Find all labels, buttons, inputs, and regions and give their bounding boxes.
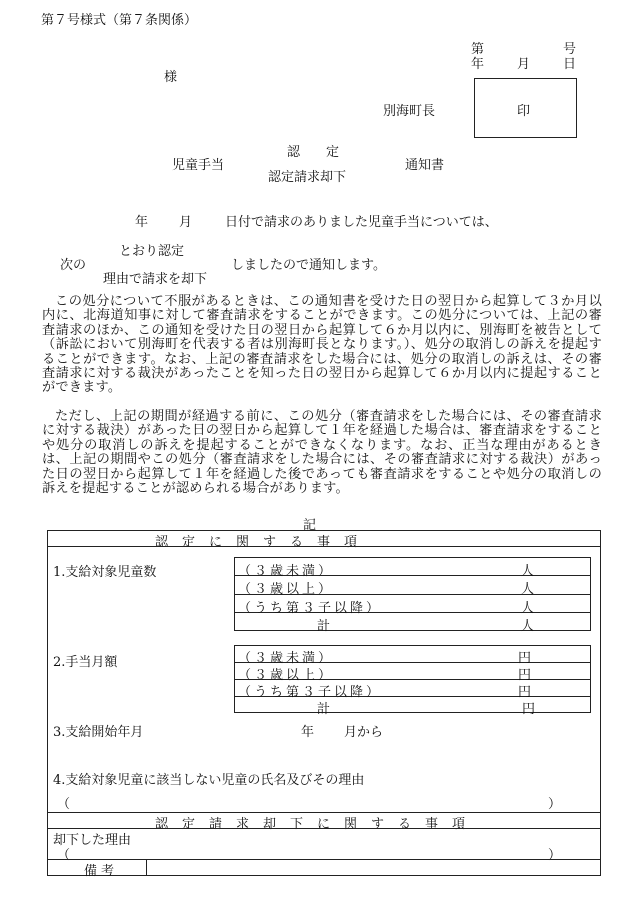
item1-row-unit: 人 (521, 601, 535, 616)
sender-name: 別海町長 (383, 104, 436, 119)
item1-row-unit: 人 (521, 582, 535, 597)
seal-mark: 印 (517, 104, 531, 119)
section-approval-heading: 認定に関する事項 (155, 535, 372, 550)
item3-year: 年 (301, 725, 315, 740)
notice-ending: しましたので通知します。 (231, 258, 386, 273)
item4-open-paren: （ (57, 797, 71, 812)
divider (146, 859, 147, 876)
divider (47, 859, 601, 860)
body-year: 年 (135, 215, 149, 230)
item2-label: 2.手当月額 (53, 655, 118, 670)
item2-row-unit: 円 (518, 651, 532, 666)
reject-reason-open-paren: （ (57, 848, 71, 863)
item1-row-label: （３歳未満） (238, 564, 335, 579)
item1-label: 1.支給対象児童数 (53, 565, 157, 580)
item2-row-unit: 円 (518, 685, 532, 700)
form-title: 第７号様式（第７条関係） (41, 13, 198, 28)
item3-month-from: 月から (344, 725, 384, 740)
item2-total-unit: 円 (522, 702, 536, 717)
item2-row-label: （３歳未満） (238, 651, 335, 666)
item3-label: 3.支給開始年月 (53, 725, 144, 740)
next-word: 次の (60, 258, 87, 273)
title-option-reject: 認定請求却下 (268, 170, 347, 185)
number-suffix: 号 (563, 42, 577, 57)
body-month: 月 (179, 215, 193, 230)
number-label: 第 (471, 42, 485, 57)
item2-row-unit: 円 (518, 668, 532, 683)
title-suffix: 通知書 (405, 158, 445, 173)
ki-mark: 記 (303, 518, 317, 533)
item4-close-paren: ） (548, 797, 562, 812)
option-approve: とおり認定 (119, 244, 185, 259)
appeal-paragraph-2: ただし、上記の期間が経過する前に、この処分（審査請求をした場合には、その審査請求に対する裁決）があった日の翌日から起算して１年を経過した場合は、審査請求をすることや処分の取消しの訴えを提起することができなくなります。なお、正当な理由があるときは、上記の期間やこの処分（審査請求をした場合には、その審査請求に対する裁決）があった日の翌日から起算して１年を経過した後であっても審査請求をすることや処分の取消しの訴えを提起することが認められる場合があります。 (42, 409, 602, 497)
item2-total-label: 計 (317, 702, 331, 717)
title-option-approve: 認 定 (287, 145, 340, 160)
date-day: 日 (563, 57, 577, 72)
section-reject-heading: 認定請求却下に関する事項 (155, 817, 480, 832)
item1-total-label: 計 (317, 619, 331, 634)
item1-row-label: （うち第３子以降） (238, 601, 383, 616)
item1-total-unit: 人 (521, 619, 535, 634)
title-prefix: 児童手当 (172, 158, 225, 173)
body-date-text: 日付で請求のありました児童手当については、 (225, 215, 498, 230)
item2-row-label: （３歳以上） (238, 668, 335, 683)
item1-row-unit: 人 (521, 564, 535, 579)
option-reject: 理由で請求を却下 (103, 272, 208, 287)
addressee-suffix: 様 (164, 70, 178, 85)
item4-label: 4.支給対象児童に該当しない児童の氏名及びその理由 (53, 773, 365, 788)
reject-reason-close-paren: ） (548, 848, 562, 863)
divider (47, 546, 601, 547)
date-year: 年 (471, 57, 485, 72)
reject-reason-label: 却下した理由 (53, 833, 132, 848)
date-month: 月 (517, 57, 531, 72)
remarks-label: 備考 (84, 864, 119, 879)
appeal-paragraph-1: この処分について不服があるときは、この通知書を受けた日の翌日から起算して３か月以内に、北海道知事に対して審査請求をすることができます。この処分については、上記の審査請求のほか、この通知を受けた日の翌日から起算して６か月以内に、別海町を被告として（訴訟において別海町を代表する者は別海町長となります。）、処分の取消しの訴えを提起することができます。なお、上記の審査請求をした場合には、処分の取消しの訴えは、その審査請求に対する裁決があったことを知った日の翌日から起算して６か月以内に提起することができます。 (42, 294, 602, 396)
item1-row-label: （３歳以上） (238, 582, 335, 597)
item2-row-label: （うち第３子以降） (238, 685, 383, 700)
